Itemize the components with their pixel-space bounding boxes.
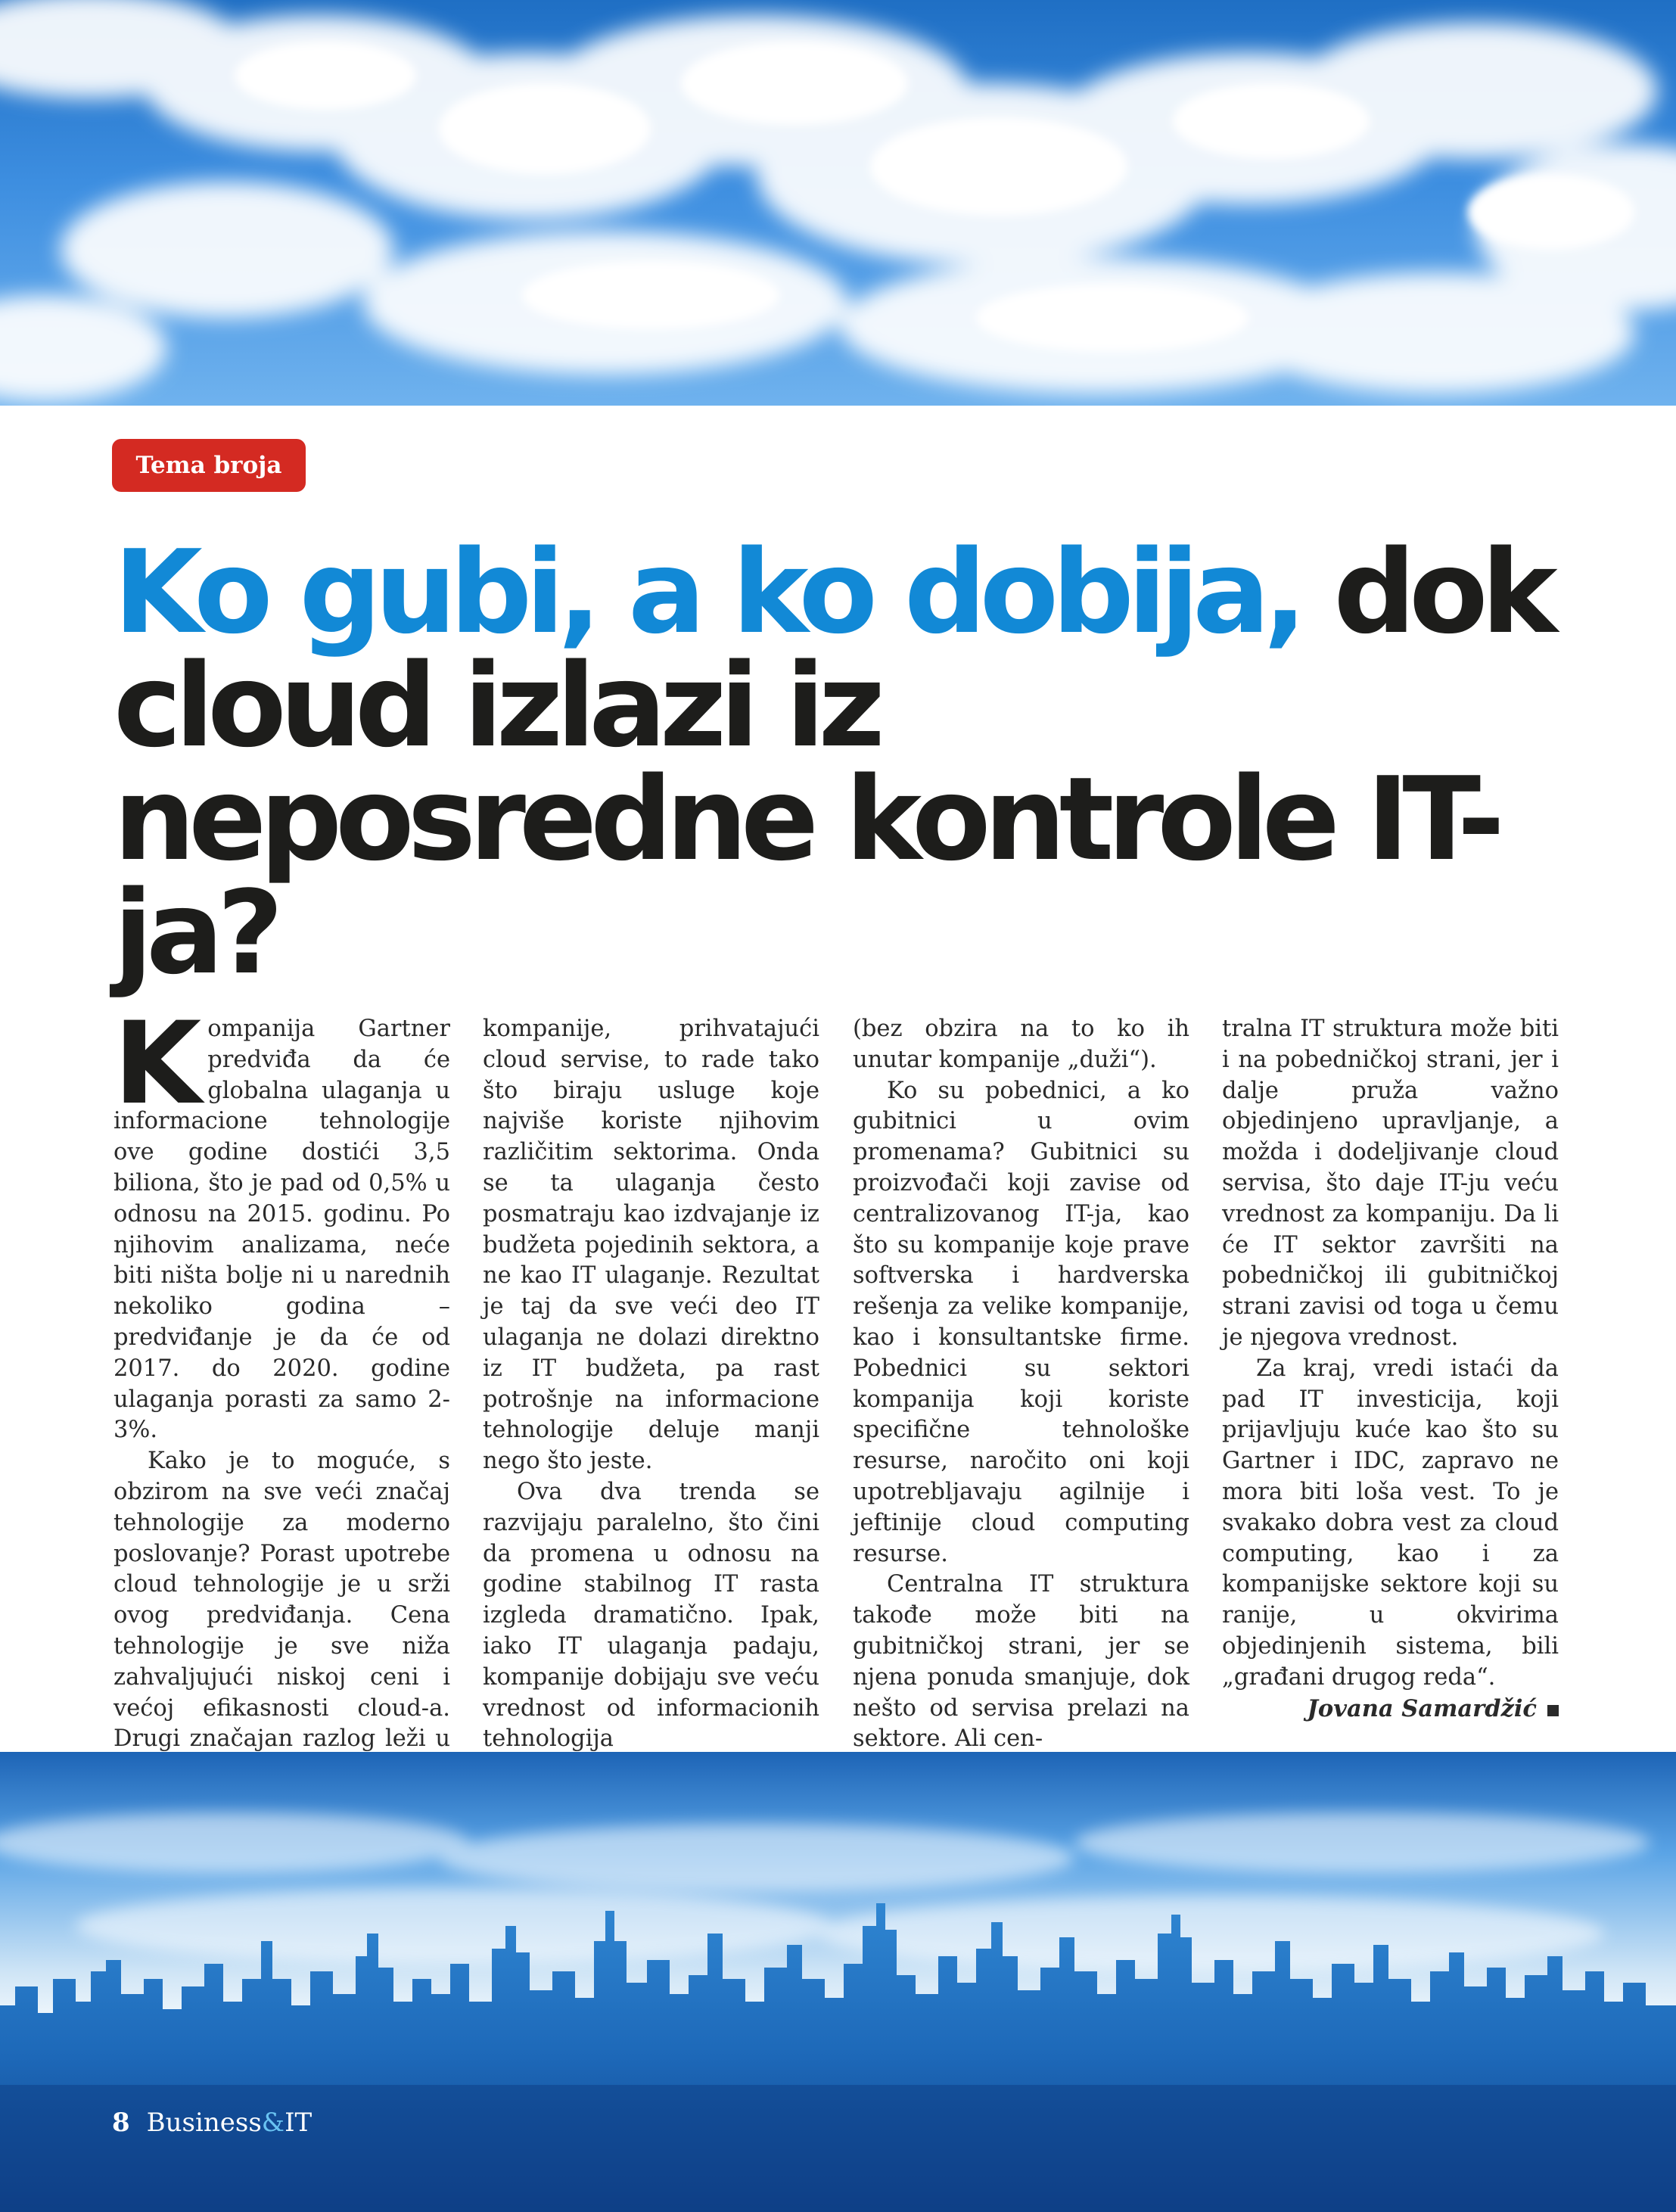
article-paragraph: Ko su pobednici, a ko gubitnici u ovim promenama? Gubitnici su proizvođači koji zavise od centralizovanog IT-ja, kao što su kompanije koje prave softverska i hardverska rešenja za velike kompanije, kao i konsultantske firme. Pobednici su sektori kompanija koji koriste specifične tehnološke resurse, naročito oni koji upotrebljavaju agilnije i jeftinije cloud computing resurse. — [853, 1077, 1189, 1567]
article-paragraph: kompanije, prihvatajući cloud servise, to rade tako što biraju usluge koje najviše koriste njihovim različitim sektorima. Onda se ta ulaganja često posmatraju kao izdvajanje iz budžeta pojedinih sektora, a ne kao IT ulaganje. Rezultat je taj da sve veći deo IT ulaganja ne dolazi direktno iz IT budžeta, pa rast potrošnje na informacione tehnologije deluje manji nego što jeste. — [483, 1016, 819, 1475]
article-column-4 — [1222, 1014, 1559, 1724]
article-paragraph: Kako je to moguće, s obzirom na sve veći značaj tehnologije za moderno poslovanje? Porast upotrebe cloud tehnologije je u srži ovog predviđanja. Cena tehnologije je sve niža zahvaljujući niskoj ceni i većoj efikasnosti cloud-a. Drugi značajan razlog leži u — [113, 1448, 450, 1753]
section-tag: Tema broja — [112, 439, 306, 492]
article-paragraph: tralna IT struktura može biti i na pobedničkoj strani, jer i dalje pruža važno objedinjeno upravljanje, a možda i dodeljivanje cloud servisa, što daje IT-ju veću vrednost za kompaniju. Da li će IT sektor završiti na pobedničkoj ili gubitničkoj strani zavisi od toga u čemu je njegova vrednost. — [1222, 1016, 1559, 1351]
brand-ampersand: & — [261, 2108, 285, 2138]
article-paragraph: Centralna IT struktura takođe može biti na gubitničkoj strani, jer se njena ponuda smanjuje, dok nešto od servisa prelazi na sektore. Ali cen- — [853, 1571, 1189, 1753]
page-footer — [112, 2104, 312, 2142]
end-mark-icon — [1547, 1705, 1559, 1716]
paragraph-text: ompanija Gartner predviđa da će globalna ulaganja u informacione tehnologije ove godine dostići 3,5 biliona, što je pad od 0,5% u odnosu na 2015. godinu. Po njihovim analizama, neće biti ništa bolje ni u narednih nekoliko godina – predviđanje je da će od 2017. do 2020. godine ulaganja porasti za samo 2-3%. — [113, 1016, 450, 1444]
headline-black-part: dok cloud izlazi iz neposredne kontrole IT-ja? — [113, 525, 1551, 1000]
clouds-illustration — [0, 0, 1676, 406]
article-paragraph: Ova dva trenda se razvijaju paralelno, što čini da promena u odnosu na godine stabilnog IT rasta izgleda dramatično. Ipak, iako IT ulaganja padaju, kompanije dobijaju sve veću vrednost od informacionih tehnologija — [483, 1478, 819, 1753]
author-name: Jovana Samardžić — [1307, 1694, 1537, 1722]
dropcap-letter: K — [113, 998, 202, 1130]
page-number: 8 — [112, 2108, 130, 2138]
article-paragraph: (bez obzira na to ko ih unutar kompanije „duži“). — [853, 1016, 1189, 1073]
article-column-2 — [483, 1014, 819, 1755]
author-line — [1222, 1694, 1559, 1725]
brand-name-right: IT — [285, 2108, 313, 2138]
city-skyline-image — [0, 1752, 1676, 2212]
article-paragraph: Za kraj, vredi istaći da pad IT investicija, koji prijavljuju kuće kao što su Gartner i IDC, zapravo ne mora biti loša vest. To je svakako dobra vest za cloud computing, kao i za kompanijske sektore koji su ranije, u okvirima objedinjenih sistema, bili „građani drugog reda“. — [1222, 1355, 1559, 1691]
brand-name-left: Business — [146, 2108, 262, 2138]
sky-clouds-image — [0, 0, 1676, 406]
headline-blue-part: Ko gubi, a ko dobija, — [113, 525, 1301, 659]
article-column-1 — [113, 998, 450, 1786]
article-column-3 — [853, 1014, 1189, 1755]
page-title — [113, 525, 1589, 1000]
skyline-illustration — [0, 1752, 1676, 2212]
article-paragraph — [113, 998, 450, 1446]
